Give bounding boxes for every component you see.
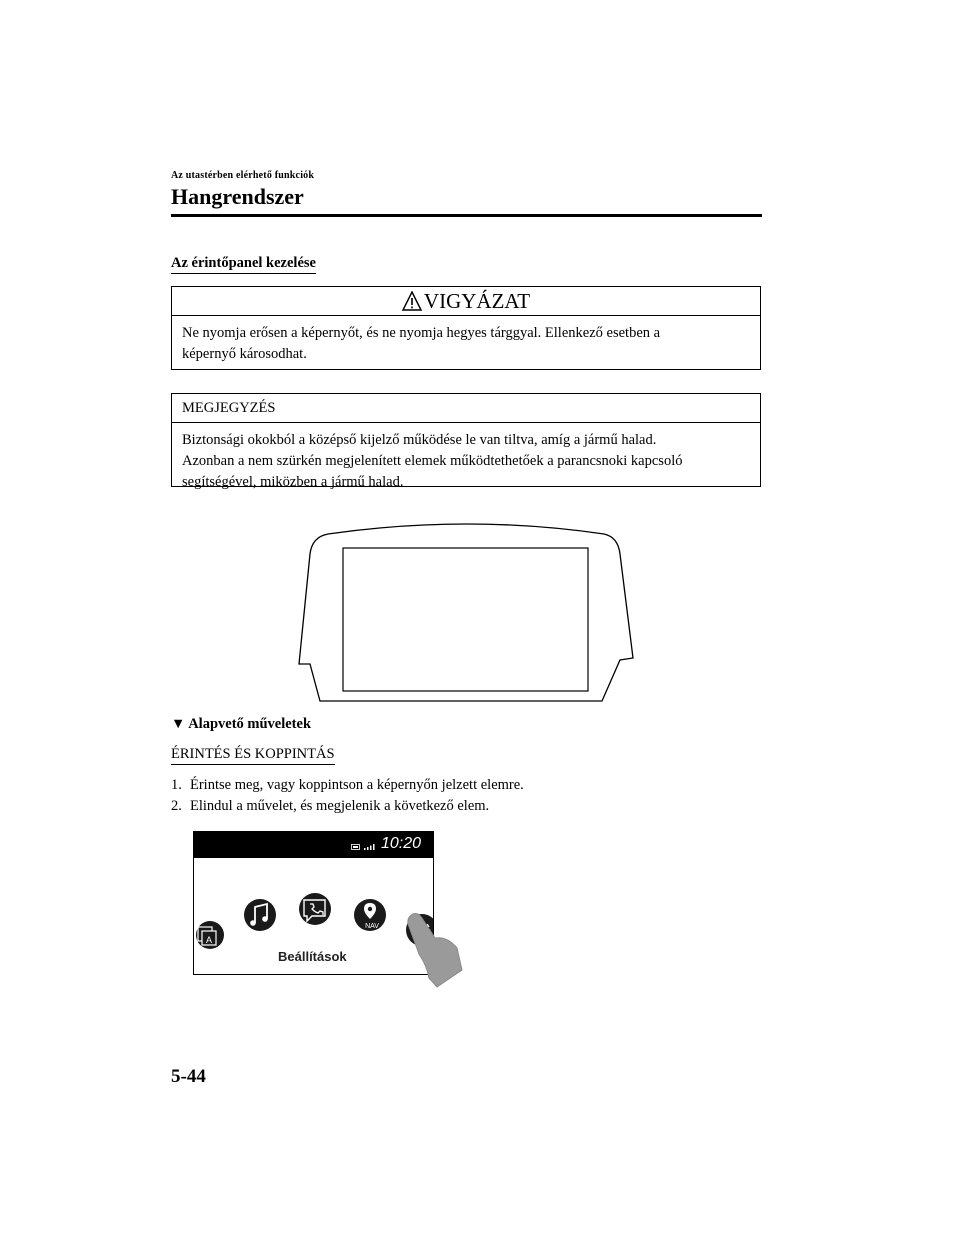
- list-item: [171, 775, 524, 796]
- phone-icon[interactable]: [299, 893, 331, 925]
- settings-label: Beállítások: [278, 949, 347, 964]
- note-text: [172, 423, 760, 493]
- home-screen-illustration: [193, 831, 434, 975]
- note-line: Biztonsági okokból a középső kijelző működése le van tiltva, amíg a jármű halad.: [182, 432, 657, 448]
- applications-icon[interactable]: [196, 921, 224, 949]
- step-number: 2.: [171, 798, 182, 814]
- page-title: Hangrendszer: [171, 184, 304, 209]
- caution-line: Ne nyomja erősen a képernyőt, és ne nyomja hegyes tárggyal. Ellenkező esetben a: [182, 325, 661, 341]
- basic-operations-title: Alapvető műveletek: [188, 716, 312, 732]
- list-item: [171, 796, 524, 817]
- note-box: [171, 393, 761, 490]
- display-bezel: [299, 524, 633, 701]
- caution-text: [172, 316, 760, 365]
- step-number: 1.: [171, 777, 182, 793]
- display-screen-area: [343, 548, 588, 691]
- triangle-marker-icon: ▼: [171, 716, 186, 732]
- section-label: Az utastérben elérhető funkciók: [171, 170, 315, 181]
- navigation-icon[interactable]: [354, 899, 386, 931]
- clock-time: 10:20: [380, 835, 421, 852]
- note-line: Azonban a nem szürkén megjelenített elemek működtethetőek a parancsnoki kapcsoló: [182, 453, 683, 469]
- title-rule: [171, 214, 762, 217]
- step-text: Elindul a művelet, és megjelenik a következő elem.: [190, 798, 490, 814]
- note-line: segítségével, miközben a jármű halad.: [182, 474, 404, 490]
- subheading-basic-operations: [171, 716, 311, 733]
- app-badge: A: [205, 935, 213, 945]
- caution-box: [171, 286, 761, 370]
- warning-triangle-icon: [402, 291, 422, 311]
- finger-pointer-icon: [405, 912, 463, 988]
- note-header: MEGJEGYZÉS: [172, 394, 760, 423]
- center-display-illustration: [298, 518, 634, 704]
- step-text: Érintse meg, vagy koppintson a képernyőn jelzett elemre.: [190, 777, 524, 793]
- caution-title: VIGYÁZAT: [423, 288, 531, 313]
- step-list: [171, 775, 524, 817]
- music-icon[interactable]: [244, 899, 276, 931]
- caution-header: [172, 287, 760, 316]
- caution-line: képernyő károsodhat.: [182, 346, 307, 362]
- nav-badge: NAV: [365, 923, 379, 930]
- subheading-touch-panel: Az érintőpanel kezelése: [171, 255, 316, 274]
- page-number: 5-44: [171, 1066, 206, 1087]
- subheading-touch-tap: ÉRINTÉS ÉS KOPPINTÁS: [171, 746, 335, 765]
